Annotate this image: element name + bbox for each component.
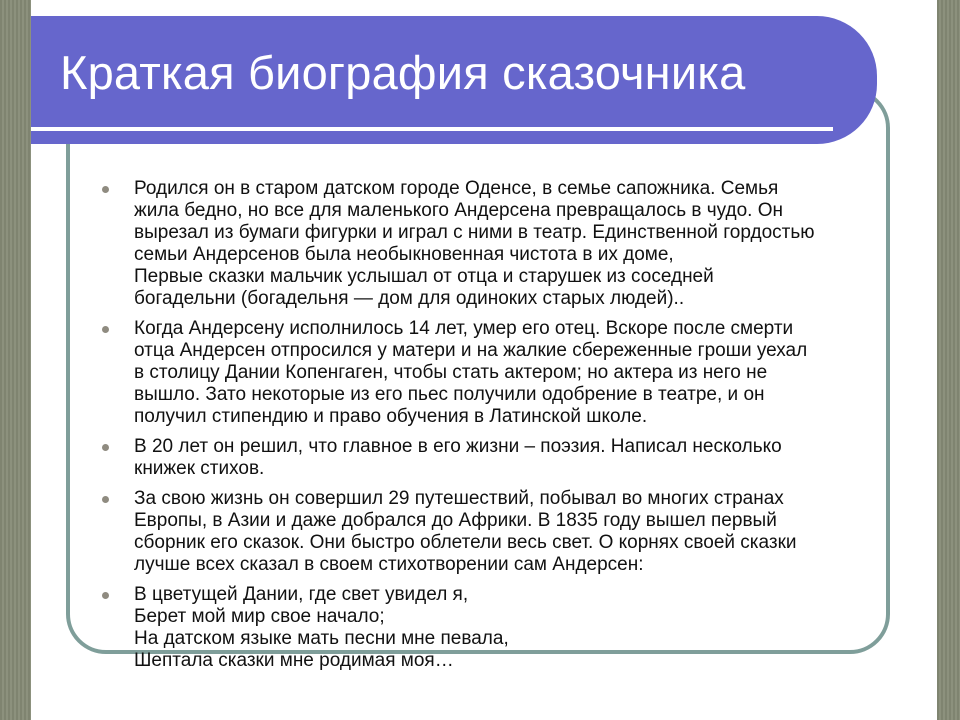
bullet-dot-icon [102, 444, 109, 451]
text-line: лучше всех сказал в своем стихотворении сам Андерсен: [134, 554, 644, 575]
bullet-dot-icon [102, 496, 109, 503]
bullet-item [100, 488, 870, 576]
text-line: сборник его сказок. Они быстро облетели весь свет. О корнях своей сказки [134, 532, 797, 553]
left-background-strip [0, 0, 31, 720]
text-line: В цветущей Дании, где свет увидел я, [134, 584, 469, 605]
bullet-dot-icon [102, 186, 109, 193]
text-line: отца Андерсен отпросился у матери и на жалкие сбереженные гроши уехал [134, 340, 808, 361]
text-line: жила бедно, но все для маленького Андерсена превращалось в чудо. Он [134, 200, 784, 221]
text-line: За свою жизнь он совершил 29 путешествий, побывал во многих странах [134, 488, 784, 509]
bullet-item [100, 178, 870, 310]
text-line: книжек стихов. [134, 458, 265, 479]
text-line: получил стипендию и право обучения в Латинской школе. [134, 406, 648, 427]
text-line: Берет мой мир свое начало; [134, 606, 385, 627]
bullet-item [100, 318, 870, 428]
title-underline [31, 127, 833, 131]
text-line: семьи Андерсенов была необыкновенная чистота в их доме, [134, 244, 674, 265]
right-background-strip [937, 0, 960, 720]
text-line: богадельни (богадельня — дом для одиноких старых людей).. [134, 288, 685, 309]
slide-title: Краткая биография сказочника [60, 46, 746, 99]
text-line: вырезал из бумаги фигурки и играл с ними в театр. Единственной гордостью [134, 222, 815, 243]
text-line: Когда Андерсену исполнилось 14 лет, умер его отец. Вскоре после смерти [134, 318, 794, 339]
text-line: Родился он в старом датском городе Оденсе, в семье сапожника. Семья [134, 178, 779, 199]
text-line: Шептала сказки мне родимая моя… [134, 650, 454, 671]
bullet-list [100, 178, 870, 680]
text-line: Европы, в Азии и даже добрался до Африки. В 1835 году вышел первый [134, 510, 777, 531]
bullet-dot-icon [102, 592, 109, 599]
text-line: В 20 лет он решил, что главное в его жизни – поэзия. Написал несколько [134, 436, 782, 457]
text-line: На датском языке мать песни мне певала, [134, 628, 509, 649]
bullet-dot-icon [102, 326, 109, 333]
text-line: вышло. Зато некоторые из его пьес получили одобрение в театре, и он [134, 384, 765, 405]
text-line: в столицу Дании Копенгаген, чтобы стать актером; но актера из него не [134, 362, 768, 383]
bullet-item [100, 584, 870, 672]
bullet-item [100, 436, 870, 480]
text-line: Первые сказки мальчик услышал от отца и старушек из соседней [134, 266, 714, 287]
